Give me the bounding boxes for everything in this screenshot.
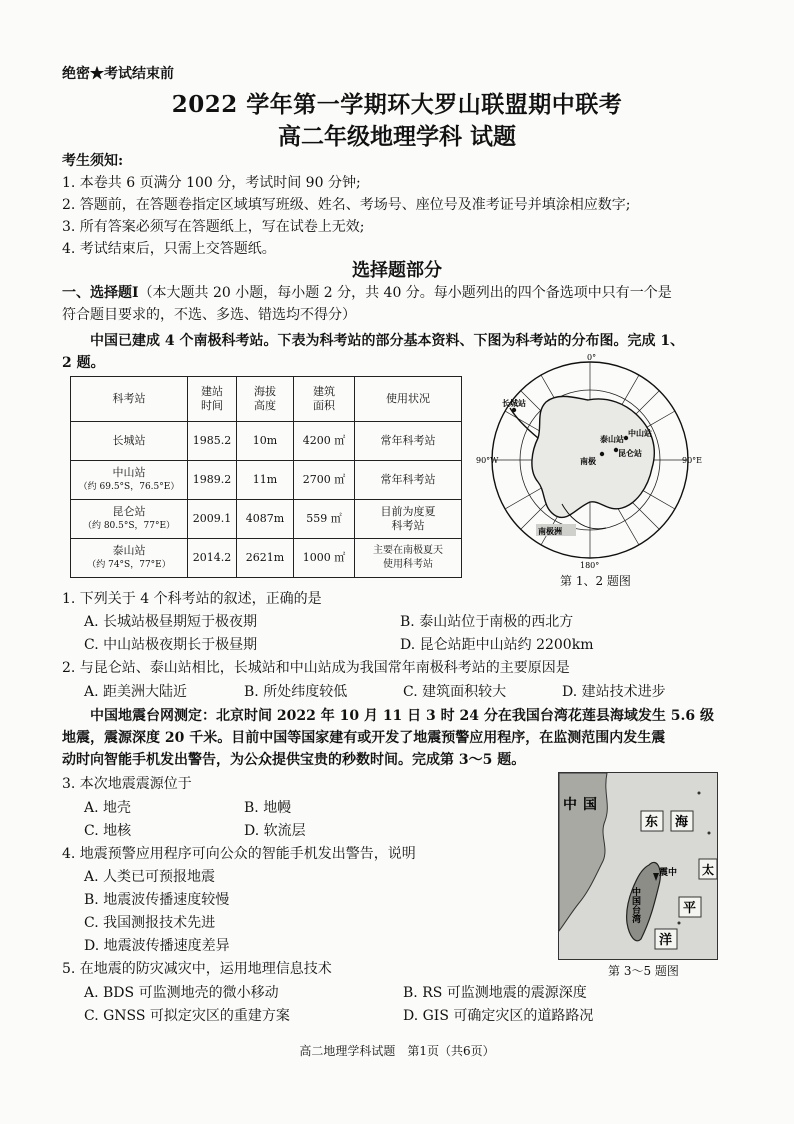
exam-title: 2022 学年第一学期环大罗山联盟期中联考 <box>171 91 623 118</box>
part1-text: （本大题共 20 小题，每小题 2 分，共 40 分。每小题列出的四个备选项中只有一个是 <box>138 285 672 301</box>
map-sea-label: 南极洲 <box>538 526 562 536</box>
q5-option-d: D. GIS 可确定灾区的道路路况 <box>403 1008 594 1024</box>
map-center-label: 南极 <box>580 456 596 466</box>
table-header: 使用状况 <box>355 377 462 422</box>
intro-line: 地震，震源深度 20 千米。目前中国等国家建有或开发了地震预警应用程序，在监测范围内发生震 <box>62 730 666 746</box>
map-station-taishan: 泰山站 <box>600 434 624 444</box>
station-name: 泰山站 <box>112 544 146 557</box>
table-row <box>71 539 462 578</box>
q2-option-b: B. 所处纬度较低 <box>244 684 348 700</box>
taiwan-quake-map-svg <box>559 773 717 959</box>
question-5: 5. 在地震的防灾减灾中，运用地理信息技术 <box>62 961 332 977</box>
q1-option-d: D. 昆仑站距中山站约 2200km <box>400 637 594 653</box>
station-altitude: 11m <box>237 461 294 500</box>
q5-option-c: C. GNSS 可拟定灾区的重建方案 <box>84 1008 290 1024</box>
q5-option-a: A. BDS 可监测地壳的微小移动 <box>84 985 279 1001</box>
map-station-kunlun: 昆仑站 <box>618 448 642 458</box>
notice-item: 2. 答题前，在答题卷指定区域填写班级、姓名、考场号、座位号及准考证号并填涂相应数字; <box>62 197 631 213</box>
station-coord: （约 69.5°S，76.5°E） <box>78 482 180 492</box>
station-altitude: 2621m <box>237 539 294 578</box>
map-label-90e: 90°E <box>682 456 703 465</box>
map-label-0: 0° <box>587 353 597 362</box>
q3-option-a: A. 地壳 <box>84 800 132 816</box>
station-area: 2700 ㎡ <box>294 461 355 500</box>
station-use: 常年科考站 <box>355 461 462 500</box>
table-header-row <box>71 377 462 422</box>
notice-item: 3. 所有答案必须写在答题纸上，写在试卷上无效; <box>62 219 365 235</box>
question-1: 1. 下列关于 4 个科考站的叙述，正确的是 <box>62 591 322 607</box>
q3-option-d: D. 软流层 <box>244 823 306 839</box>
station-use: 主要在南极夏天 使用科考站 <box>355 539 462 578</box>
station-altitude: 10m <box>237 422 294 461</box>
exam-notice <box>62 150 631 260</box>
station-cell <box>71 539 188 578</box>
intro-q3-5 <box>62 705 742 771</box>
map-label-180: 180° <box>580 561 600 570</box>
question-2: 2. 与昆仑站、泰山站相比，长城站和中山站成为我国常年南极科考站的主要原因是 <box>62 660 570 676</box>
notice-heading: 考生须知: <box>62 153 124 169</box>
q1-option-b: B. 泰山站位于南极的西北方 <box>400 614 574 630</box>
question-3: 3. 本次地震震源位于 <box>62 776 192 792</box>
station-year: 1985.2 <box>188 422 237 461</box>
map-label-epicenter: 震中 <box>659 868 678 878</box>
polar-map-caption: 第 1、2 题图 <box>560 574 631 588</box>
q1-option-a: A. 长城站极昼期短于极夜期 <box>84 614 258 630</box>
station-table <box>70 376 462 578</box>
q1-option-c: C. 中山站极夜期长于极昼期 <box>84 637 258 653</box>
station-coord: （约 74°S，77°E） <box>87 560 171 570</box>
map-label-dong: 东 <box>645 815 659 830</box>
q2-option-c: C. 建筑面积较大 <box>403 684 507 700</box>
antarctica-map-svg <box>476 352 704 570</box>
table-row <box>71 500 462 539</box>
q3-option-b: B. 地幔 <box>244 800 292 816</box>
map-label-ping: 平 <box>683 901 697 916</box>
station-use: 常年科考站 <box>355 422 462 461</box>
intro-line: 动时向智能手机发出警告，为公众提供宝贵的秒数时间。完成第 3～5 题。 <box>62 752 526 768</box>
part1-instructions <box>62 282 742 326</box>
intro-line: 中国地震台网测定：北京时间 2022 年 10 月 11 日 3 时 24 分在我国台湾花莲县海域发生 5.6 级 <box>90 708 714 724</box>
station-name: 长城站 <box>71 422 188 461</box>
station-cell <box>71 500 188 539</box>
station-year: 1989.2 <box>188 461 237 500</box>
table-row <box>71 461 462 500</box>
station-use: 目前为度夏 科考站 <box>355 500 462 539</box>
station-name: 中山站 <box>112 466 146 479</box>
q4-option-d: D. 地震波传播速度差异 <box>84 938 230 954</box>
map-label-zhong: 中 <box>563 797 577 813</box>
q2-option-a: A. 距美洲大陆近 <box>84 684 188 700</box>
station-year: 2014.2 <box>188 539 237 578</box>
q3-option-c: C. 地核 <box>84 823 132 839</box>
station-area: 1000 ㎡ <box>294 539 355 578</box>
section-title: 选择题部分 <box>352 260 442 281</box>
table-header: 建筑 面积 <box>294 377 355 422</box>
exam-subtitle: 高二年级地理学科 试题 <box>277 123 516 150</box>
map-station-zhongshan: 中山站 <box>628 428 652 438</box>
station-area: 4200 ㎡ <box>294 422 355 461</box>
notice-item: 4. 考试结束后，只需上交答题纸。 <box>62 241 276 257</box>
part1-label: 一、选择题Ⅰ <box>62 285 139 301</box>
map-label-yang: 洋 <box>659 933 673 948</box>
antarctica-map <box>476 352 704 570</box>
q4-option-a: A. 人类已可预报地震 <box>84 869 216 885</box>
map-label-hai: 海 <box>675 815 689 830</box>
table-header: 海拔 高度 <box>237 377 294 422</box>
confidential-mark: 绝密★考试结束前 <box>62 66 174 82</box>
page-footer: 高二地理学科试题 第1页（共6页） <box>299 1044 495 1058</box>
q4-option-b: B. 地震波传播速度较慢 <box>84 892 230 908</box>
q5-option-b: B. RS 可监测地震的震源深度 <box>403 985 587 1001</box>
station-coord: （约 80.5°S，77°E） <box>82 521 176 531</box>
station-cell <box>71 461 188 500</box>
map-label-90w: 90°W <box>476 456 499 465</box>
table-header: 科考站 <box>71 377 188 422</box>
table-header: 建站 时间 <box>188 377 237 422</box>
map-label-tai: 太 <box>702 863 715 877</box>
notice-item: 1. 本卷共 6 页满分 100 分，考试时间 90 分钟; <box>62 175 361 191</box>
map-label-guo: 国 <box>583 797 597 813</box>
question-4: 4. 地震预警应用程序可向公众的智能手机发出警告，说明 <box>62 846 416 862</box>
station-name: 昆仑站 <box>112 505 146 518</box>
q2-option-d: D. 建站技术进步 <box>562 684 666 700</box>
taiwan-quake-map <box>558 772 718 960</box>
quake-map-caption: 第 3～5 题图 <box>608 964 679 978</box>
map-label-taiwan: 中国台湾 <box>630 887 640 923</box>
station-year: 2009.1 <box>188 500 237 539</box>
station-area: 559 ㎡ <box>294 500 355 539</box>
intro-line: 中国已建成 4 个南极科考站。下表为科考站的部分基本资料、下图为科考站的分布图。完成 1、 <box>90 333 685 349</box>
map-station-changcheng: 长城站 <box>502 398 526 408</box>
part1-text-2: 符合题目要求的，不选、多选、错选均不得分） <box>62 307 356 323</box>
q4-option-c: C. 我国测报技术先进 <box>84 915 216 931</box>
station-altitude: 4087m <box>237 500 294 539</box>
intro-line: 2 题。 <box>62 355 105 371</box>
table-row <box>71 422 462 461</box>
